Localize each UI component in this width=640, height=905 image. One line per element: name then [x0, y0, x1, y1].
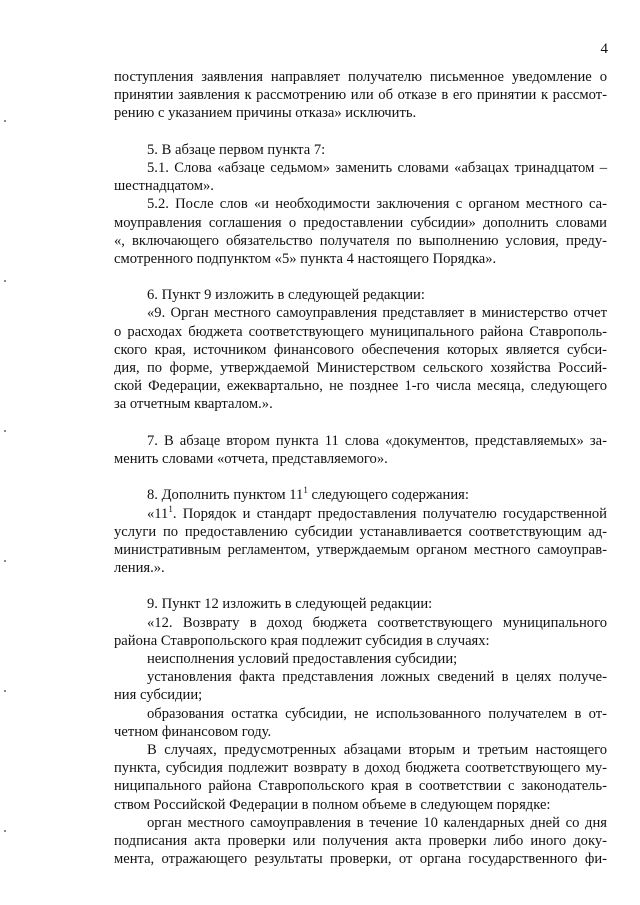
text-fragment: следующего содержания:: [307, 487, 469, 504]
text-line: о расходах бюджета соответствующего муниципального района Ставрополь-: [114, 323, 607, 340]
text-line: принятии заявления к рассмотрению или об отказе в его принятии к рассмот-: [114, 87, 607, 104]
text-line: 5.1. Слова «абзаце седьмом» заменить словами «абзацах тринадцатом –: [147, 159, 607, 176]
text-line: «9. Орган местного самоуправления представляет в министерство отчет: [147, 305, 607, 322]
text-fragment: 8. Дополнить пунктом 11: [147, 487, 304, 504]
text-line: [114, 505, 607, 523]
text-line: 7. В абзаце втором пункта 11 слова «документов, представляемых» за-: [147, 432, 607, 449]
text-line: дия, по форме, утверждаемой Министерством сельского хозяйства Россий-: [114, 360, 607, 376]
text-line: ниципального района Ставропольского края в соответствии с законодатель-: [114, 778, 607, 795]
text-line: мента, отражающего результаты проверки, от органа государственного фи-: [114, 851, 607, 868]
text-line: рению с указанием причины отказа» исключить.: [114, 105, 417, 122]
text-line: смотренного подпунктом «5» пункта 4 настоящего Порядка».: [114, 250, 497, 267]
text-line: «12. Возврату в доход бюджета соответствующего муниципального: [147, 614, 607, 631]
text-line: шестнадцатом».: [114, 178, 214, 195]
text-line: ской Федерации, ежеквартально, не позднее 1-го числа месяца, следующего: [114, 378, 607, 395]
text-line: В случаях, предусмотренных абзацами вторым и третьим настоящего: [147, 741, 607, 758]
text-line: менить словами «отчета, представляемого».: [114, 450, 388, 467]
text-line: пункта, субсидия подлежит возврату в доход бюджета соответствующего му-: [114, 760, 607, 777]
text-line: [114, 486, 607, 504]
text-line: неисполнения условий предоставления субсидии;: [147, 651, 458, 667]
text-fragment: «11: [147, 505, 169, 522]
text-line: образования остатка субсидии, не использованного получателем в от-: [147, 705, 607, 722]
paragraph-gap: [114, 123, 607, 141]
paragraph-gap: [114, 577, 607, 595]
text-line: подписания акта проверки или получения акта проверки либо иного доку-: [114, 832, 607, 849]
text-line: 5. В абзаце первом пункта 7:: [147, 141, 326, 158]
text-line: «, включающего обязательство получателя по выполнению условия, преду-: [114, 232, 607, 249]
text-line: моуправления соглашения о предоставлении субсидии» дополнить словами: [114, 214, 607, 231]
text-line: 6. Пункт 9 изложить в следующей редакции:: [147, 287, 425, 304]
text-line: 5.2. После слов «и необходимости заключения с органом местного са-: [147, 196, 607, 213]
scan-margin-marks: [4, 0, 8, 905]
text-line: района Ставропольского края подлежит субсидия в случаях:: [114, 632, 490, 649]
paragraph-gap: [114, 468, 607, 486]
text-line: ством Российской Федерации в полном объеме в следующем порядке:: [114, 796, 551, 813]
text-line: за отчетным кварталом.».: [114, 396, 273, 413]
text-line: 9. Пункт 12 изложить в следующей редакции:: [147, 596, 433, 613]
text-line: поступления заявления направляет получателю письменное уведомление о: [114, 69, 607, 85]
document-body: [114, 68, 607, 868]
text-line: ния субсидии;: [114, 687, 203, 704]
text-line: установления факта представления ложных сведений в целях получе-: [147, 669, 607, 686]
text-line: министративным регламентом, утверждаемым органом местного самоуправ-: [114, 541, 607, 558]
superscript: 1: [168, 503, 173, 514]
superscript: 1: [303, 485, 308, 496]
text-line: орган местного самоуправления в течение 10 календарных дней со дня: [147, 814, 607, 831]
text-line: ского края, источником финансового обеспечения которых является субси-: [114, 341, 607, 358]
page-number: 4: [600, 41, 608, 57]
text-line: ления.».: [114, 560, 165, 577]
text-fragment: . Порядок и стандарт предоставления получателю государственной: [172, 505, 607, 522]
paragraph-gap: [114, 268, 607, 286]
paragraph-gap: [114, 414, 607, 432]
text-line: услуги по предоставлению субсидии устанавливается соответствующим ад-: [114, 523, 607, 540]
text-line: четном финансовом году.: [114, 723, 272, 740]
